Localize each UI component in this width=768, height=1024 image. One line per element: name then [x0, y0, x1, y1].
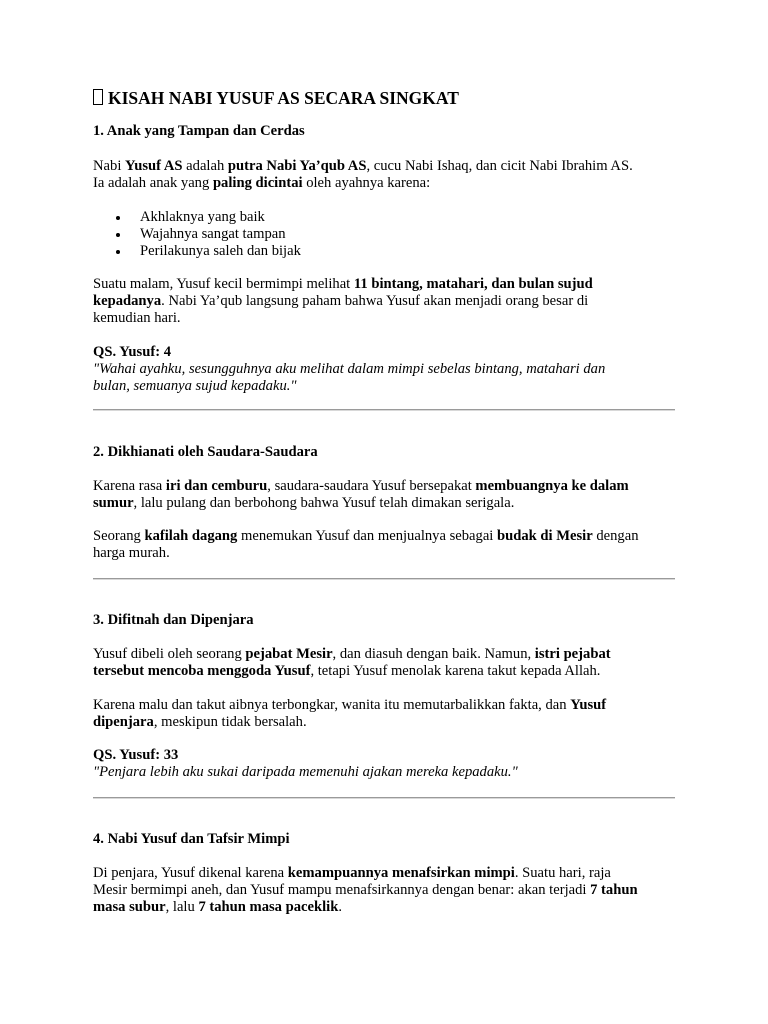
- section-1-paragraph-1: Nabi Yusuf AS adalah putra Nabi Ya’qub AS, cucu Nabi Ishaq, dan cicit Nabi Ibrahim AS. Ia adalah anak yang paling dicintai oleh ayahnya karena:: [93, 158, 633, 191]
- section-4-heading: 4. Nabi Yusuf dan Tafsir Mimpi: [93, 831, 290, 847]
- section-3-heading: 3. Difitnah dan Dipenjara: [93, 612, 254, 628]
- section-1-paragraph-2: Suatu malam, Yusuf kecil bermimpi melihat 11 bintang, matahari, dan bulan sujud kepadanya. Nabi Ya’qub langsung paham bahwa Yusuf akan menjadi orang besar di kemudian hari.: [93, 276, 593, 326]
- section-2-paragraph-1: Karena rasa iri dan cemburu, saudara-saudara Yusuf bersepakat membuangnya ke dalam sumur, lalu pulang dan berbohong bahwa Yusuf telah dimakan serigala.: [93, 478, 629, 511]
- section-1-bullet-list: [116, 209, 301, 260]
- divider: [93, 409, 675, 411]
- list-item: Perilakunya saleh dan bijak: [116, 243, 301, 260]
- section-3-paragraph-2: Karena malu dan takut aibnya terbongkar, wanita itu memutarbalikkan fakta, dan Yusuf dipenjara, meskipun tidak bersalah.: [93, 697, 607, 730]
- list-item: Akhlaknya yang baik: [116, 209, 301, 226]
- section-2-heading: 2. Dikhianati oleh Saudara-Saudara: [93, 444, 318, 460]
- section-1-quran-reference: QS. Yusuf: 4 "Wahai ayahku, sesungguhnya aku melihat dalam mimpi sebelas bintang, matahari dan bulan, semuanya sujud kepadaku.": [93, 344, 606, 394]
- missing-glyph-icon: [93, 89, 103, 105]
- section-3-paragraph-1: Yusuf dibeli oleh seorang pejabat Mesir, dan diasuh dengan baik. Namun, istri pejabat tersebut mencoba menggoda Yusuf, tetapi Yusuf menolak karena takut kepada Allah.: [93, 646, 611, 679]
- section-2-paragraph-2: Seorang kafilah dagang menemukan Yusuf dan menjualnya sebagai budak di Mesir dengan harga murah.: [93, 528, 639, 561]
- divider: [93, 797, 675, 799]
- section-3-quran-reference: QS. Yusuf: 33 "Penjara lebih aku sukai daripada memenuhi ajakan mereka kepadaku.": [93, 747, 518, 780]
- section-4-paragraph-1: Di penjara, Yusuf dikenal karena kemampuannya menafsirkan mimpi. Suatu hari, raja Mesir bermimpi aneh, dan Yusuf mampu menafsirkannya dengan benar: akan terjadi 7 tahun masa subur, lalu 7 tahun masa paceklik.: [93, 865, 638, 915]
- document-title: KISAH NABI YUSUF AS SECARA SINGKAT: [93, 88, 459, 108]
- list-item: Wajahnya sangat tampan: [116, 226, 301, 243]
- divider: [93, 578, 675, 580]
- section-1-heading: 1. Anak yang Tampan dan Cerdas: [93, 123, 305, 139]
